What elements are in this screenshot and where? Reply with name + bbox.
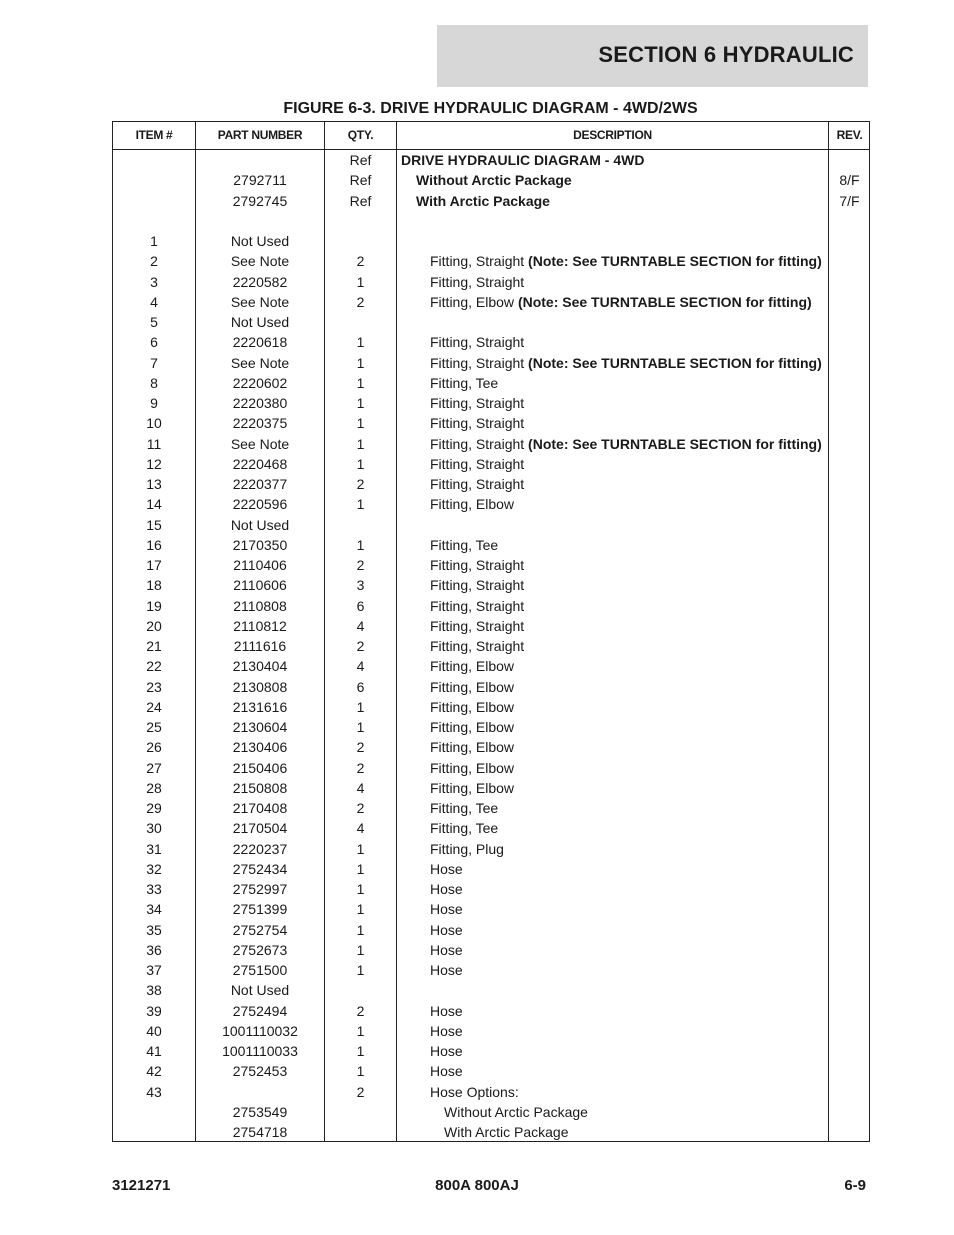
description-text: Fitting, Elbow [430, 698, 515, 715]
item-number: 18 [146, 577, 162, 594]
part-number: 2752434 [232, 860, 288, 877]
quantity: 1 [356, 334, 365, 351]
quantity: 2 [356, 293, 365, 310]
table-row [113, 1102, 869, 1122]
description [401, 636, 524, 656]
part-number: 2220375 [232, 415, 288, 432]
table-row [113, 353, 869, 373]
item-number: 10 [146, 415, 162, 432]
item-number: 9 [150, 395, 158, 411]
description-text: Hose [430, 941, 463, 958]
table-row [113, 170, 869, 190]
quantity: 1 [356, 536, 365, 553]
item-number: 42 [146, 1063, 162, 1080]
part-number: 2170504 [232, 820, 288, 837]
quantity: 6 [356, 597, 365, 614]
quantity: 1 [356, 901, 365, 918]
description [401, 1061, 463, 1081]
table-row [113, 1061, 869, 1081]
description-text: Fitting, Elbow [430, 779, 515, 796]
part-number: 2110808 [233, 597, 287, 614]
description-note: (Note: See TURNTABLE SECTION for fitting) [528, 253, 822, 270]
item-number: 28 [146, 779, 162, 796]
part-number: Not Used [230, 982, 290, 999]
description [401, 251, 822, 271]
table-row [113, 879, 869, 899]
part-number: 2792711 [233, 172, 287, 189]
description [401, 474, 524, 494]
description [401, 1021, 463, 1041]
description [401, 1102, 588, 1122]
part-number: 2753549 [232, 1103, 288, 1120]
table-row [113, 839, 869, 859]
quantity: 2 [356, 476, 365, 492]
quantity: 1 [356, 719, 365, 735]
quantity: 2 [356, 739, 365, 756]
part-number: 2752453 [232, 1063, 288, 1080]
parts-table [112, 121, 870, 1142]
item-number: 27 [146, 759, 162, 776]
table-row [113, 798, 869, 818]
part-number: 2220596 [232, 496, 288, 513]
description-text: Fitting, Elbow [430, 759, 515, 776]
table-body [113, 150, 869, 1142]
description [401, 434, 822, 454]
part-number: 2220380 [232, 395, 288, 411]
part-number: 2220468 [232, 455, 288, 472]
description [401, 150, 644, 170]
quantity: 1 [356, 1043, 365, 1059]
quantity: 2 [356, 253, 365, 270]
quantity: 2 [356, 759, 365, 776]
item-number: 34 [146, 901, 162, 918]
description [401, 798, 498, 818]
quantity: 1 [356, 1022, 365, 1039]
description [401, 960, 463, 980]
description-text: Fitting, Plug [430, 840, 504, 857]
part-number: See Note [230, 253, 290, 270]
table-row [113, 677, 869, 697]
description-text: Hose [430, 881, 463, 897]
description-text: Fitting, Tee [430, 820, 499, 837]
part-number: See Note [230, 354, 290, 371]
description [401, 575, 524, 595]
table-row [113, 555, 869, 575]
table-row [113, 818, 869, 838]
table-row [113, 434, 869, 454]
description-text: Fitting, Tee [430, 536, 499, 553]
description [401, 839, 504, 859]
item-number: 39 [146, 1002, 162, 1019]
item-number: 20 [146, 617, 162, 634]
description [401, 373, 498, 393]
item-number: 16 [146, 536, 162, 553]
part-number: 2130404 [232, 658, 288, 675]
description [401, 170, 572, 190]
description-text: Fitting, Elbow [430, 739, 515, 756]
description-text: Hose [430, 1043, 463, 1059]
quantity: 2 [356, 1002, 365, 1019]
description-text: Hose [430, 1022, 463, 1039]
part-number: 2792745 [232, 192, 288, 209]
item-number: 11 [146, 435, 162, 452]
part-number: 2752494 [232, 1002, 288, 1019]
quantity: 1 [356, 962, 365, 978]
description [401, 494, 514, 514]
description [401, 899, 463, 919]
quantity: 2 [356, 800, 365, 816]
table-row [113, 272, 869, 292]
item-number: 14 [146, 496, 162, 513]
item-number: 37 [146, 962, 162, 978]
description-text: Fitting, Elbow [430, 293, 518, 310]
header-qty: QTY. [347, 128, 374, 142]
item-number: 23 [146, 678, 162, 695]
description [401, 1082, 519, 1102]
table-row [113, 1041, 869, 1061]
part-number: 1001110033 [222, 1043, 298, 1059]
part-number: Not Used [230, 233, 290, 249]
description [401, 677, 514, 697]
item-number: 2 [150, 253, 158, 270]
item-number: 7 [150, 354, 158, 371]
table-row [113, 940, 869, 960]
item-number: 22 [146, 658, 162, 675]
table-row [113, 960, 869, 980]
table-row [113, 697, 869, 717]
description-text: Fitting, Straight [430, 557, 525, 573]
description [401, 272, 524, 292]
footer-model: 800A 800AJ [435, 1177, 519, 1194]
part-number: 2751399 [232, 901, 288, 918]
part-number: 2170350 [232, 536, 288, 553]
table-row [113, 920, 869, 940]
part-number: 2170408 [232, 800, 288, 816]
description-text: Fitting, Elbow [430, 658, 515, 675]
description-text: With Arctic Package [444, 1124, 569, 1140]
item-number: 29 [146, 800, 162, 816]
quantity: 1 [356, 435, 365, 452]
description-text: Fitting, Straight [430, 354, 529, 371]
quantity: 1 [356, 354, 365, 371]
quantity: 1 [356, 698, 365, 715]
quantity: Ref [349, 192, 372, 209]
table-row [113, 980, 869, 1000]
part-number: 1001110032 [222, 1022, 298, 1039]
description-text: DRIVE HYDRAULIC DIAGRAM - 4WD [401, 152, 645, 168]
table-row [113, 191, 869, 211]
table-row [113, 494, 869, 514]
item-number: 38 [146, 982, 162, 999]
item-number: 31 [146, 840, 162, 857]
description-text: Fitting, Straight [430, 597, 525, 614]
description [401, 859, 463, 879]
description [401, 656, 514, 676]
item-number: 35 [146, 921, 162, 938]
description-text: Fitting, Straight [430, 253, 529, 270]
item-number: 5 [150, 314, 158, 330]
description-text: Fitting, Straight [430, 435, 529, 452]
quantity: 2 [356, 557, 365, 573]
table-row [113, 899, 869, 919]
description-text: Fitting, Straight [430, 617, 525, 634]
table-row [113, 758, 869, 778]
description [401, 940, 463, 960]
part-number: 2131616 [232, 698, 288, 715]
header-part-number: PART NUMBER [217, 128, 303, 142]
description-text: Fitting, Straight [430, 415, 525, 432]
part-number: Not Used [230, 314, 290, 330]
part-number: 2751500 [232, 962, 288, 978]
description [401, 697, 514, 717]
description-text: Hose [430, 1063, 463, 1080]
quantity: 4 [356, 779, 365, 796]
footer-document-number: 3121271 [112, 1177, 171, 1194]
description-text: With Arctic Package [416, 192, 550, 209]
quantity: 3 [356, 577, 365, 594]
table-row [113, 515, 869, 535]
description [401, 555, 524, 575]
description-text: Hose [430, 1002, 463, 1019]
description [401, 616, 524, 636]
table-row [113, 150, 869, 170]
table-row [113, 211, 869, 231]
item-number: 41 [146, 1043, 162, 1059]
table-row [113, 454, 869, 474]
part-number: 2752673 [232, 941, 288, 958]
figure-title: FIGURE 6-3. DRIVE HYDRAULIC DIAGRAM - 4WD/2WS [283, 100, 698, 117]
quantity: 1 [356, 374, 365, 391]
part-number: 2752997 [232, 881, 288, 897]
description [401, 758, 514, 778]
item-number: 33 [146, 881, 162, 897]
section-header-banner [437, 25, 868, 87]
quantity: 2 [356, 1083, 365, 1100]
item-number: 25 [146, 719, 162, 735]
part-number: 2150406 [232, 759, 288, 776]
revision: 7/F [839, 192, 860, 209]
description-text: Hose [430, 860, 463, 877]
item-number: 40 [146, 1022, 162, 1039]
description [401, 1122, 569, 1142]
part-number: See Note [230, 435, 290, 452]
item-number: 43 [146, 1083, 162, 1100]
table-row [113, 778, 869, 798]
table-row [113, 393, 869, 413]
quantity: 1 [356, 860, 365, 877]
part-number: 2220602 [232, 374, 288, 391]
part-number: 2752754 [232, 921, 288, 938]
section-title: SECTION 6 HYDRAULIC [598, 42, 854, 67]
description-text: Without Arctic Package [444, 1103, 588, 1120]
header-description: DESCRIPTION [573, 128, 652, 142]
part-number: 2110812 [233, 617, 287, 634]
part-number: 2111616 [233, 638, 287, 654]
description [401, 191, 550, 211]
item-number: 24 [146, 698, 162, 715]
description-text: Fitting, Straight [430, 334, 525, 351]
part-number: Not Used [230, 516, 290, 533]
description [401, 332, 524, 352]
part-number: See Note [230, 293, 290, 310]
table-row [113, 292, 869, 312]
description [401, 292, 812, 312]
part-number: 2220377 [232, 476, 288, 492]
table-row [113, 251, 869, 271]
item-number: 6 [150, 334, 158, 351]
part-number: 2150808 [232, 779, 288, 796]
table-row [113, 1021, 869, 1041]
description-text: Fitting, Straight [430, 273, 525, 290]
part-number: 2220237 [232, 840, 288, 857]
quantity: 1 [356, 496, 365, 513]
description-text: Fitting, Elbow [430, 496, 515, 513]
item-number: 36 [146, 941, 162, 958]
item-number: 15 [146, 516, 162, 533]
revision: 8/F [839, 172, 860, 189]
description-text: Fitting, Elbow [430, 719, 515, 735]
description-note: (Note: See TURNTABLE SECTION for fitting) [528, 435, 822, 452]
item-number: 32 [146, 860, 162, 877]
part-number: 2220618 [232, 334, 288, 351]
quantity: 4 [356, 820, 365, 837]
quantity: 1 [356, 273, 365, 290]
table-row [113, 535, 869, 555]
description [401, 879, 463, 899]
description [401, 737, 514, 757]
description [401, 393, 524, 413]
header-rev: REV. [836, 128, 863, 142]
quantity: Ref [349, 152, 372, 168]
table-row [113, 373, 869, 393]
item-number: 1 [150, 233, 158, 249]
description [401, 920, 463, 940]
item-number: 8 [150, 374, 158, 391]
item-number: 3 [150, 273, 158, 290]
item-number: 21 [146, 638, 162, 654]
quantity: Ref [349, 172, 372, 189]
part-number: 2130406 [232, 739, 288, 756]
description [401, 778, 514, 798]
item-number: 12 [146, 455, 162, 472]
description [401, 454, 524, 474]
description [401, 717, 514, 737]
description [401, 1001, 463, 1021]
table-row [113, 656, 869, 676]
quantity: 1 [356, 941, 365, 958]
description-text: Fitting, Tee [430, 374, 499, 391]
quantity: 1 [356, 921, 365, 938]
quantity: 1 [356, 840, 365, 857]
table-row [113, 575, 869, 595]
table-row [113, 1082, 869, 1102]
item-number: 19 [146, 597, 162, 614]
quantity: 1 [356, 415, 365, 432]
description-text: Fitting, Straight [430, 455, 525, 472]
table-row [113, 616, 869, 636]
table-row [113, 636, 869, 656]
table-row [113, 312, 869, 332]
table-row [113, 596, 869, 616]
description-text: Fitting, Straight [430, 577, 525, 594]
description-text: Fitting, Straight [430, 395, 525, 411]
item-number: 17 [146, 557, 162, 573]
quantity: 4 [356, 617, 365, 634]
footer-page-number: 6-9 [844, 1177, 866, 1194]
description-note: (Note: See TURNTABLE SECTION for fitting) [528, 354, 822, 371]
description-text: Fitting, Elbow [430, 678, 515, 695]
description-text: Hose [430, 921, 463, 938]
description-text: Without Arctic Package [416, 172, 572, 189]
quantity: 1 [356, 1063, 365, 1080]
description-text: Fitting, Tee [430, 800, 499, 816]
table-row [113, 1122, 869, 1142]
table-row [113, 737, 869, 757]
quantity: 1 [356, 395, 365, 411]
description [401, 1041, 463, 1061]
part-number: 2130808 [232, 678, 288, 695]
quantity: 1 [356, 455, 365, 472]
description [401, 413, 524, 433]
description-note: (Note: See TURNTABLE SECTION for fitting) [517, 293, 812, 310]
description-text: Hose Options: [430, 1083, 519, 1100]
item-number: 30 [146, 820, 162, 837]
part-number: 2754718 [232, 1124, 288, 1140]
part-number: 2110606 [233, 577, 287, 594]
table-row [113, 717, 869, 737]
quantity: 4 [356, 658, 365, 675]
description-text: Fitting, Straight [430, 638, 525, 654]
table-row [113, 474, 869, 494]
item-number: 13 [146, 476, 162, 492]
description [401, 535, 498, 555]
item-number: 26 [146, 739, 162, 756]
description-text: Hose [430, 962, 463, 978]
part-number: 2220582 [232, 273, 288, 290]
part-number: 2130604 [232, 719, 288, 735]
part-number: 2110406 [233, 557, 287, 573]
table-row [113, 859, 869, 879]
description-text: Hose [430, 901, 463, 918]
quantity: 1 [356, 881, 365, 897]
description [401, 818, 498, 838]
quantity: 6 [356, 678, 365, 695]
table-row [113, 231, 869, 251]
header-item: ITEM # [135, 128, 173, 142]
item-number: 4 [150, 293, 158, 310]
table-row [113, 332, 869, 352]
table-header [113, 122, 869, 150]
description [401, 596, 524, 616]
table-row [113, 1001, 869, 1021]
description [401, 353, 822, 373]
table-row [113, 413, 869, 433]
description-text: Fitting, Straight [430, 476, 525, 492]
quantity: 2 [356, 638, 365, 654]
